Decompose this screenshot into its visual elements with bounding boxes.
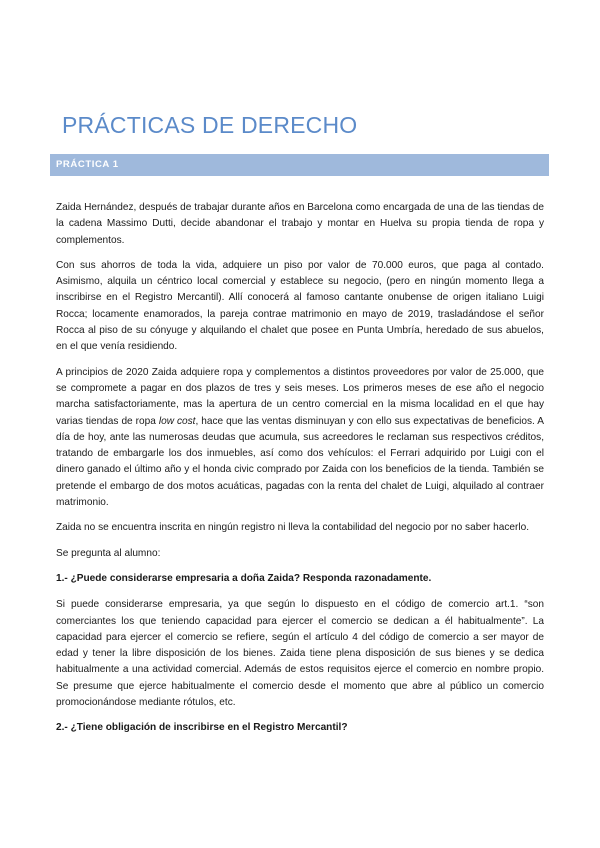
- paragraph-savings: Con sus ahorros de toda la vida, adquiere un piso por valor de 70.000 euros, que paga al contado. Asimismo, alquila un céntrico local comercial y establece su negocio, (pero en ningún momento llega a inscribirse en el Registro Mercantil). Allí conocerá al famoso cantante onubense de origen italiano Luigi Rocca; locamente enamorados, la pareja contrae matrimonio en mayo de 2019, trasladándose el señor Rocca al piso de su cónyuge y alquilando el chalet que posee en Punta Umbría, heredado de sus abuelos, en el que venía residiendo.: [56, 259, 544, 353]
- answer-1: Si puede considerarse empresaria, ya que según lo dispuesto en el código de comercio art.1. “son comerciantes los que teniendo capacidad para ejercer el comercio se dedican a él habitualmente”. La capacidad para ejercer el comercio se refiere, según el artículo 4 del código de comercio a ser mayor de edad y tener la libre disposición de los bienes. Zaida tiene plena disposición de sus bienes y se dedica habitualmente a una actividad comercial. Además de estos requisitos ejerce el comercio en nombre propio. Se presume que ejerce habitualmente el comercio desde el momento que abre al público un comercio promocionándose mediante rótulos, etc.: [56, 599, 544, 709]
- questions-prompt: Se pregunta al alumno:: [56, 547, 161, 559]
- question-2: 2.- ¿Tiene obligación de inscribirse en el Registro Mercantil?: [56, 722, 348, 734]
- paragraph-debts-italic: low cost: [158, 415, 196, 427]
- question-1: 1.- ¿Puede considerarse empresaria a doña Zaida? Responda razonadamente.: [56, 572, 432, 584]
- page-title: PRÁCTICAS DE DERECHO: [62, 112, 358, 138]
- section-label: PRÁCTICA 1: [56, 159, 119, 170]
- paragraph-debts: [56, 365, 544, 512]
- paragraph-intro: Zaida Hernández, después de trabajar durante años en Barcelona como encargada de una de las tiendas de la cadena Massimo Dutti, decide abandonar el trabajo y montar en Huelva su propia tienda de ropa y complementos.: [56, 202, 544, 246]
- paragraph-debts-part1: A principios de 2020 Zaida adquiere ropa y complementos a distintos proveedores por valor de 25.000, que se compromete a pagar en dos plazos de tres y seis meses. Los primeros meses de ese año el negocio marcha satisfactoriamente, mas la apertura de un centro comercial en la misma localidad en el que hay varias tiendas de ropa: [56, 366, 544, 427]
- paragraph-debts-part2: , hace que las ventas disminuyan y con ello sus expectativas de beneficios. A día de hoy, ante las numerosas deudas que acumula, sus acreedores le reclaman sus respectivos créditos, tratando de embargarle los dos inmuebles, así como dos vehículos: el Ferrari adquirido por Luigi con el dinero ganado el último año y el honda civic comprado por Zaida con los beneficios de la tienda. También se pretende el embargo de dos motos acuáticas, pagadas con la renta del chalet de Luigi, alquilado al contraer matrimonio.: [56, 415, 544, 509]
- document-body: [56, 200, 544, 747]
- section-header-bar: [50, 154, 549, 176]
- paragraph-registry: Zaida no se encuentra inscrita en ningún registro ni lleva la contabilidad del negocio por no saber hacerlo.: [56, 522, 530, 534]
